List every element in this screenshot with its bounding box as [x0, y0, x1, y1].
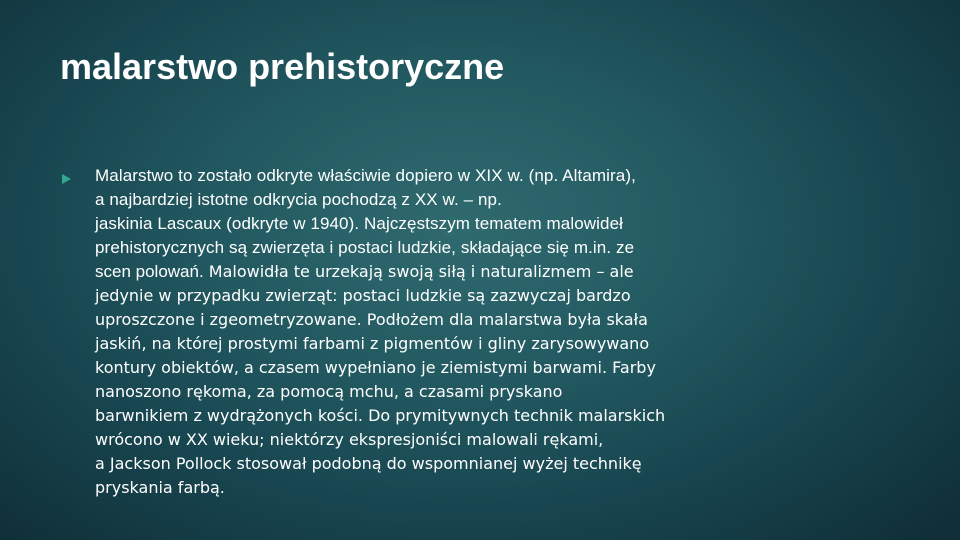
body-line: kontury obiektów, a czasem wypełniano je ziemistymi barwami. Farby [95, 358, 656, 377]
body-line: a Jackson Pollock stosował podobną do wspomnianej wyżej technikę [95, 454, 642, 473]
body-line: barwnikiem z wydrążonych kości. Do prymitywnych technik malarskich [95, 406, 666, 425]
body-line [95, 260, 795, 284]
body-line: prehistorycznych są zwierzęta i postaci ludzkie, składające się m.in. ze [95, 238, 635, 257]
body-line-start: scen polowań. [95, 262, 204, 281]
body-line-rest: Malowidła te urzekają swoją siłą i naturalizmem – ale [208, 262, 634, 281]
slide-body-text [95, 164, 795, 500]
body-line: wrócono w XX wieku; niektórzy ekspresjoniści malowali rękami, [95, 430, 604, 449]
body-line: pryskania farbą. [95, 478, 225, 497]
body-line: jedynie w przypadku zwierząt: postaci ludzkie są zazwyczaj bardzo [95, 286, 631, 305]
body-line: uproszczone i zgeometryzowane. Podłożem dla malarstwa była skała [95, 310, 648, 329]
triangle-arrow-bullet-icon [62, 174, 71, 184]
body-line: a najbardziej istotne odkrycia pochodzą z XX w. – np. [95, 190, 502, 209]
body-line: jaskinia Lascaux (odkryte w 1940). Najczęstszym tematem malowideł [95, 214, 624, 233]
body-line: Malarstwo to zostało odkryte właściwie dopiero w XIX w. (np. Altamira), [95, 166, 636, 185]
slide-title: malarstwo prehistoryczne [60, 46, 505, 87]
body-paragraph-part-b [95, 260, 795, 500]
body-paragraph-part-a [95, 164, 795, 260]
body-line: jaskiń, na której prostymi farbami z pigmentów i gliny zarysowywano [95, 334, 650, 353]
body-line: nanoszono rękoma, za pomocą mchu, a czasami pryskano [95, 382, 563, 401]
